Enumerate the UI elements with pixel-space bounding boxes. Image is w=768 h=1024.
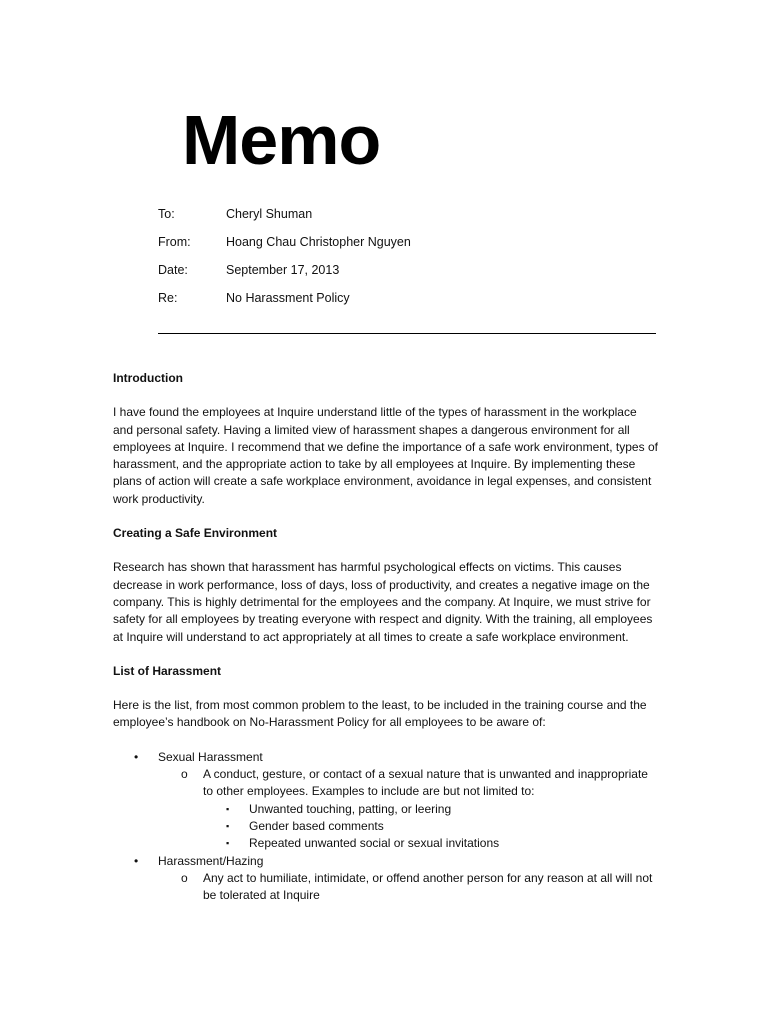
- introduction-paragraph: I have found the employees at Inquire understand little of the types of harassment in the workplace and personal safety. Having a limited view of harassment shapes a dangerous environment for all employees at Inquire. I recommend that we define the importance of a safe work environment, types of harassment, and the appropriate action to take by all employees at Inquire. By implementing these plans of action will create a safe workplace environment, avoidance in legal expenses, and consistent work productivity.: [113, 405, 658, 506]
- square-bullet-marker: ▪: [226, 803, 230, 814]
- example-item: [113, 818, 658, 835]
- header-divider: [158, 333, 656, 334]
- date-label: Date:: [158, 263, 188, 277]
- square-bullet-marker: ▪: [226, 820, 230, 831]
- harassment-list: [113, 749, 658, 905]
- example-item: [113, 835, 658, 852]
- bullet-marker: •: [134, 853, 139, 868]
- date-value: September 17, 2013: [226, 263, 340, 277]
- sub-bullet-marker: o: [181, 870, 188, 885]
- sub-list-item: [113, 766, 658, 801]
- introduction-heading: Introduction: [113, 371, 183, 385]
- sub-list-item-text: Any act to humiliate, intimidate, or offend another person for any reason at all will not be tolerated at Inquire: [203, 870, 653, 903]
- harassment-list-intro: Here is the list, from most common problem to the least, to be included in the training course and the employee’s handbook on No-Harassment Policy for all employees to be aware of:: [113, 698, 647, 730]
- square-bullet-marker: ▪: [226, 838, 230, 849]
- example-item-text: Gender based comments: [249, 818, 384, 833]
- re-field: [158, 290, 350, 306]
- example-item: [113, 801, 658, 818]
- sub-list-item-text: A conduct, gesture, or contact of a sexual nature that is unwanted and inappropriate to other employees. Examples to include are but not limited to:: [203, 767, 648, 799]
- re-label: Re:: [158, 291, 178, 305]
- list-item-label: Harassment/Hazing: [158, 853, 264, 868]
- list-item-label: Sexual Harassment: [158, 749, 263, 764]
- to-value: Cheryl Shuman: [226, 207, 313, 221]
- list-item-sexual-harassment: [113, 749, 658, 766]
- to-label: To:: [158, 207, 175, 221]
- re-value: No Harassment Policy: [226, 291, 350, 305]
- safe-environment-paragraph: Research has shown that harassment has harmful psychological effects on victims. This causes decrease in work performance, loss of days, loss of productivity, and creates a negative image on the company. This is highly detrimental for the employees and the company. At Inquire, we must strive for safety for all employees by treating everyone with respect and dignity. With the training, all employees at Inquire will understand to act appropriately at all times to create a safe workplace environment.: [113, 560, 653, 644]
- from-label: From:: [158, 235, 191, 249]
- bullet-marker: •: [134, 749, 139, 764]
- memo-body: [113, 370, 658, 904]
- from-value: Hoang Chau Christopher Nguyen: [226, 235, 411, 249]
- sub-list-item: [113, 870, 658, 905]
- sub-bullet-marker: o: [181, 767, 188, 782]
- harassment-list-heading: List of Harassment: [113, 663, 222, 678]
- date-field: [158, 262, 339, 278]
- memo-title: Memo: [182, 101, 381, 179]
- example-item-text: Unwanted touching, patting, or leering: [249, 801, 452, 816]
- from-field: [158, 234, 411, 250]
- list-item-harassment-hazing: [113, 853, 658, 870]
- example-item-text: Repeated unwanted social or sexual invitations: [249, 836, 500, 851]
- safe-environment-heading: Creating a Safe Environment: [113, 526, 278, 541]
- to-field: [158, 206, 312, 222]
